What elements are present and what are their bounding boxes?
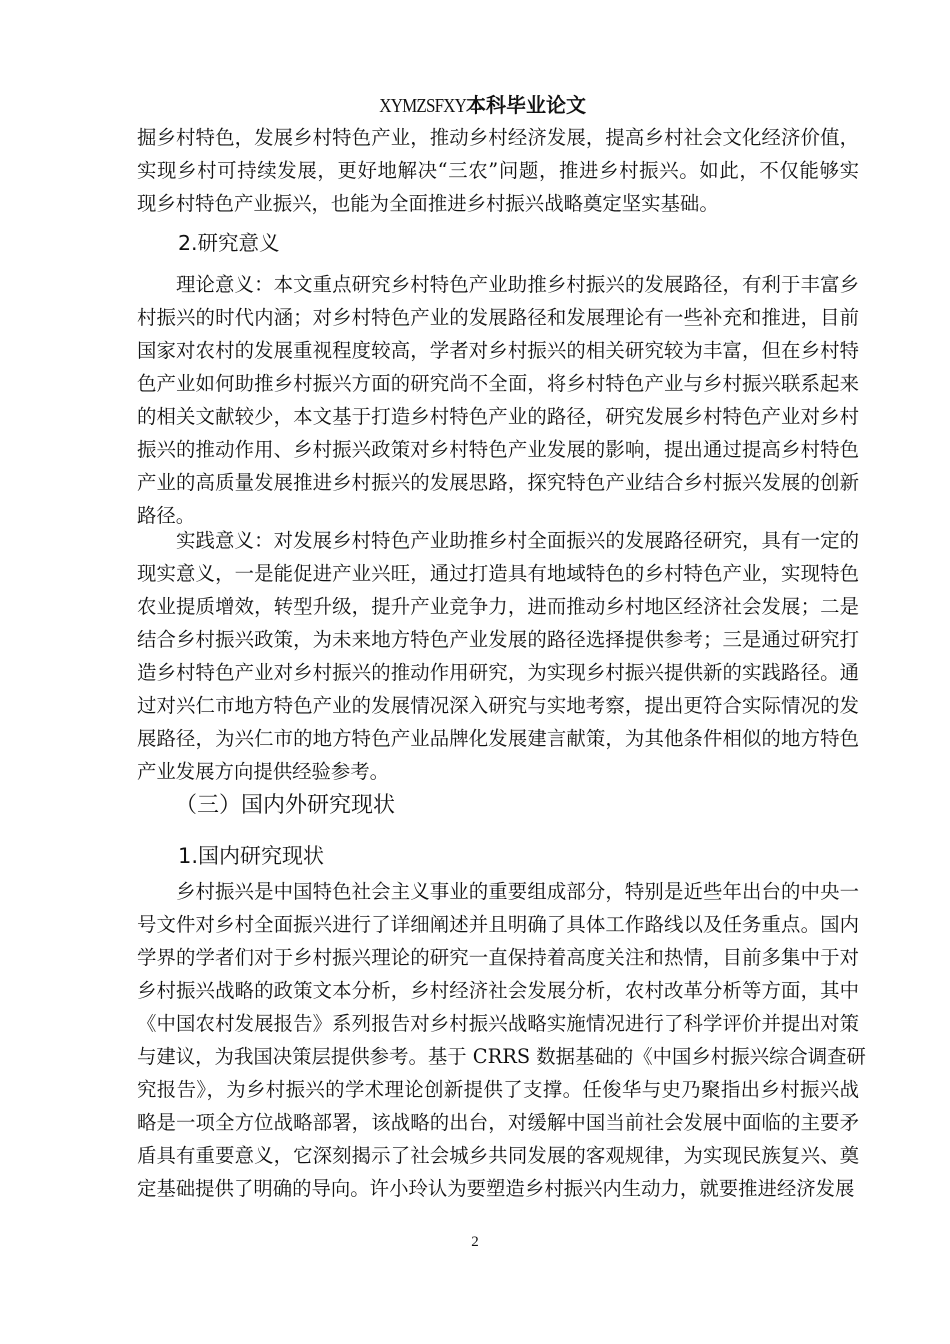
text-line: 实践意义：对发展乡村特色产业助推乡村全面振兴的发展路径研究，具有一定的 xyxy=(176,529,859,552)
text-line: 现实意义，一是能促进产业兴旺，通过打造具有地域特色的乡村特色产业，实现特色 xyxy=(137,562,859,585)
text-line: 结合乡村振兴政策，为未来地方特色产业发展的路径选择提供参考；三是通过研究打 xyxy=(137,628,859,651)
text-line: 产业发展方向提供经验参考。 xyxy=(137,760,390,783)
text-line: 路径。 xyxy=(137,504,196,527)
text-line: 实现乡村可持续发展，更好地解决“三农”问题，推进乡村振兴。如此，不仅能够实 xyxy=(137,159,859,182)
heading-research-significance: 2.研究意义 xyxy=(178,231,280,255)
text-line: 农业提质增效，转型升级，提升产业竞争力，进而推动乡村地区经济社会发展；二是 xyxy=(137,595,859,618)
text-line: 乡村振兴战略的政策文本分析，乡村经济社会发展分析，农村改革分析等方面，其中 xyxy=(137,979,859,1002)
heading-research-status: （三）国内外研究现状 xyxy=(175,793,396,818)
heading-domestic-status: 1.国内研究现状 xyxy=(178,844,325,868)
page-number: 2 xyxy=(471,1234,479,1250)
text-line: 的相关文献较少，本文基于打造乡村特色产业的路径，研究发展乡村特色产业对乡村 xyxy=(137,405,859,428)
text-line: 国家对农村的发展重视程度较高，学者对乡村振兴的相关研究较为丰富，但在乡村特 xyxy=(137,339,859,362)
text-line: 产业的高质量发展推进乡村振兴的发展思路，探究特色产业结合乡村振兴发展的创新 xyxy=(137,471,859,494)
text-line: 定基础提供了明确的导向。许小玲认为要塑造乡村振兴内生动力，就要推进经济发展 xyxy=(137,1177,855,1200)
text-line: 略是一项全方位战略部署，该战略的出台，对缓解中国当前社会发展中面临的主要矛 xyxy=(137,1111,859,1134)
text-line: 色产业如何助推乡村振兴方面的研究尚不全面，将乡村特色产业与乡村振兴联系起来 xyxy=(137,372,859,395)
text-line: 《中国农村发展报告》系列报告对乡村振兴战略实施情况进行了科学评价并提出对策 xyxy=(137,1012,859,1035)
text-line: 过对兴仁市地方特色产业的发展情况深入研究与实地考察，提出更符合实际情况的发 xyxy=(137,694,859,717)
header-title: 本科毕业论文 xyxy=(466,93,587,117)
text-line: 现乡村特色产业振兴，也能为全面推进乡村振兴战略奠定坚实基础。 xyxy=(137,192,719,215)
text-line: 理论意义：本文重点研究乡村特色产业助推乡村振兴的发展路径，有利于丰富乡 xyxy=(176,273,859,296)
paragraph-intro-continued xyxy=(137,121,859,220)
text-line: 学界的学者们对于乡村振兴理论的研究一直保持着高度关注和热情，目前多集中于对 xyxy=(137,946,859,969)
text-line: 掘乡村特色，发展乡村特色产业，推动乡村经济发展，提高乡村社会文化经济价值， xyxy=(137,126,859,149)
paragraph-domestic-research xyxy=(137,875,866,1205)
text-line: 乡村振兴是中国特色社会主义事业的重要组成部分，特别是近些年出台的中央一 xyxy=(176,880,859,903)
text-line: 村振兴的时代内涵；对乡村特色产业的发展路径和发展理论有一些补充和推进，目前 xyxy=(137,306,859,329)
text-line: 究报告》，为乡村振兴的学术理论创新提供了支撑。任俊华与史乃聚指出乡村振兴战 xyxy=(137,1078,859,1101)
text-line: 振兴的推动作用、乡村振兴政策对乡村特色产业发展的影响，提出通过提高乡村特色 xyxy=(137,438,859,461)
page-header xyxy=(0,90,950,121)
text-line: 展路径，为兴仁市的地方特色产业品牌化发展建言献策，为其他条件相似的地方特色 xyxy=(137,727,859,750)
text-line: 与建议，为我国决策层提供参考。基于 CRRS 数据基础的《中国乡村振兴综合调查研 xyxy=(137,1045,866,1068)
text-line: 号文件对乡村全面振兴进行了详细阐述并且明确了具体工作路线以及任务重点。国内 xyxy=(137,913,859,936)
text-line: 盾具有重要意义，它深刻揭示了社会城乡共同发展的客观规律，为实现民族复兴、奠 xyxy=(137,1144,859,1167)
paragraph-theoretical-significance xyxy=(137,268,859,532)
header-code: XYMZSFXY xyxy=(379,95,467,117)
text-line: 造乡村特色产业对乡村振兴的推动作用研究，为实现乡村振兴提供新的实践路径。通 xyxy=(137,661,859,684)
paragraph-practical-significance xyxy=(137,524,859,788)
